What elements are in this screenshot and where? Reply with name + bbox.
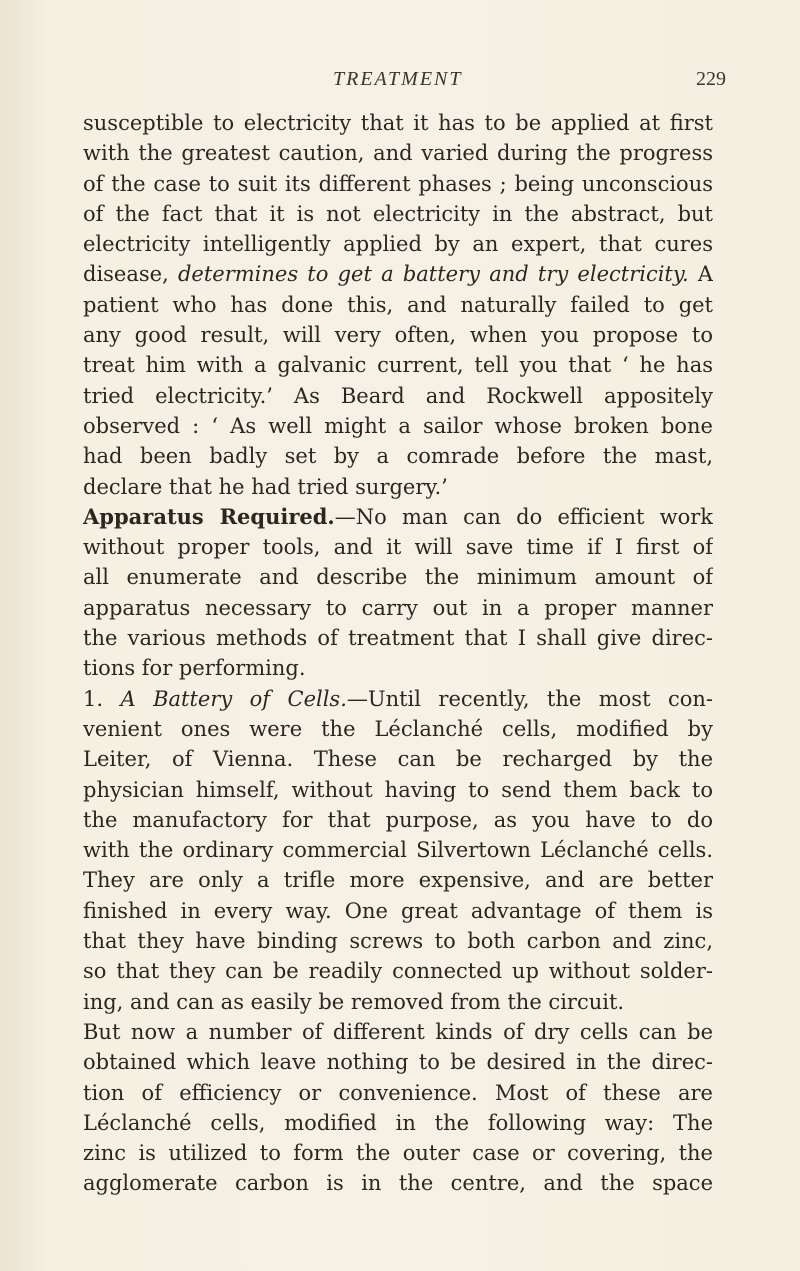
text-line xyxy=(83,259,713,289)
text-line: But now a number of different kinds of dry cells can be xyxy=(83,1019,713,1044)
section-heading-line xyxy=(83,502,713,532)
text-line: so that they can be readily connected up without solder- xyxy=(83,959,713,984)
body-text xyxy=(83,108,713,1199)
text-line: had been badly set by a comrade before the mast, xyxy=(83,444,713,469)
text-line: patient who has done this, and naturally failed to get xyxy=(83,292,713,317)
italic-phrase: determines to get a battery and try electricity. xyxy=(177,262,689,287)
text-line: tried electricity.’ As Beard and Rockwell appositely xyxy=(83,383,713,408)
text-line: zinc is utilized to form the outer case or covering, the xyxy=(83,1141,713,1166)
text-line: Léclanché cells, modified in the following way: The xyxy=(83,1110,713,1135)
text-run: A xyxy=(688,262,713,287)
text-line: ing, and can as easily be removed from the circuit. xyxy=(83,989,625,1014)
text-line: the manufactory for that purpose, as you have to do xyxy=(83,807,713,832)
text-line: the various methods of treatment that I shall give direc- xyxy=(83,626,713,651)
text-line: Leiter, of Vienna. These can be recharged by the xyxy=(83,747,713,772)
section-heading: Apparatus Required. xyxy=(83,503,335,529)
numbered-heading-line xyxy=(83,684,713,714)
text-line: with the ordinary commercial Silvertown Léclanché cells. xyxy=(83,838,713,863)
text-run: —Until recently, the most con- xyxy=(346,686,713,711)
text-line: without proper tools, and it will save time if I first of xyxy=(83,535,713,560)
text-line: obtained which leave nothing to be desired in the direc- xyxy=(83,1050,713,1075)
text-line: tion of efficiency or convenience. Most of these are xyxy=(83,1080,713,1105)
text-line: electricity intelligently applied by an expert, that cures xyxy=(83,232,713,257)
item-heading: A Battery of Cells. xyxy=(120,686,347,711)
text-line: tions for performing. xyxy=(83,656,306,681)
text-line: agglomerate carbon is in the centre, and the space xyxy=(83,1171,713,1196)
text-line: any good result, will very often, when you propose to xyxy=(83,323,713,348)
text-line: observed : ‘ As well might a sailor whose broken bone xyxy=(83,413,713,438)
text-line: that they have binding screws to both carbon and zinc, xyxy=(83,929,713,954)
text-run: —No man can do efficient work xyxy=(334,504,713,529)
text-line: of the fact that it is not electricity in the abstract, but xyxy=(83,201,713,226)
text-line: susceptible to electricity that it has to be applied at first xyxy=(83,111,713,135)
text-line: treat him with a galvanic current, tell you that ‘ he has xyxy=(83,353,713,378)
text-line: apparatus necessary to carry out in a proper manner xyxy=(83,595,713,620)
text-line: venient ones were the Léclanché cells, modified by xyxy=(83,716,713,741)
item-number: 1. xyxy=(83,686,121,711)
page-header xyxy=(0,68,800,98)
text-line: They are only a trifle more expensive, and are better xyxy=(83,868,713,893)
text-line: of the case to suit its different phases ; being unconscious xyxy=(83,171,713,196)
text-run: disease, xyxy=(83,262,178,287)
text-line: finished in every way. One great advantage of them is xyxy=(83,898,713,923)
text-line: physician himself, without having to send them back to xyxy=(83,777,713,802)
text-line: all enumerate and describe the minimum amount of xyxy=(83,565,713,590)
text-line: declare that he had tried surgery.’ xyxy=(83,474,448,499)
text-line: with the greatest caution, and varied during the progress xyxy=(83,141,713,166)
running-title: TREATMENT xyxy=(333,68,463,90)
page-number: 229 xyxy=(696,68,726,90)
